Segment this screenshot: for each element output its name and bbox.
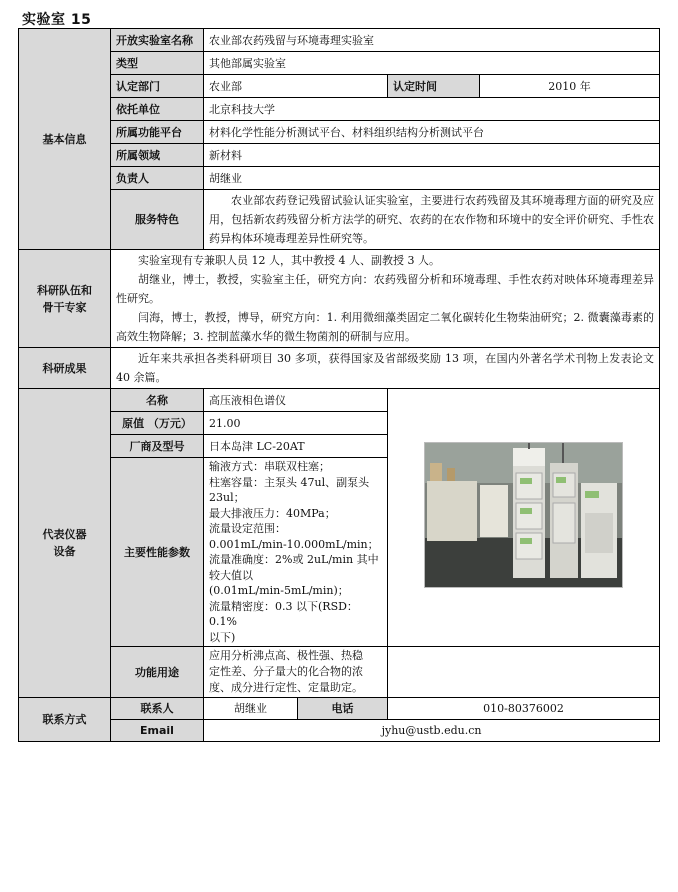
instrument-maker-label: 厂商及型号 <box>111 435 204 458</box>
contact-phone-value: 010-80376002 <box>388 698 660 720</box>
platform-value: 材料化学性能分析测试平台、材料组织结构分析测试平台 <box>204 121 660 144</box>
dept-value: 农业部 <box>204 75 388 98</box>
team-paragraph-3: 闫海，博士，教授，博导，研究方向：1. 利用微细藻类固定二氧化碳转化生物柴油研究；2. 微囊藻毒素的高效生物降解；3. 控制蓝藻水华的微生物菌剂的研制与应用。 <box>116 311 655 343</box>
use-line: 定性差、分子量大的化合物的浓 <box>209 665 363 678</box>
field-value: 新材料 <box>204 144 660 167</box>
team-label-line2: 骨干专家 <box>42 300 87 314</box>
team-label-line1: 科研队伍和 <box>37 283 92 297</box>
page-title: 实验室 15 <box>22 12 92 28</box>
head-label: 负责人 <box>111 167 204 190</box>
field-label: 所属领域 <box>111 144 204 167</box>
lab-name-value: 农业部农药残留与环境毒理实验室 <box>204 29 660 52</box>
contact-email-value: jyhu@ustb.edu.cn <box>204 720 660 742</box>
instrument-label <box>19 389 111 698</box>
unit-value: 北京科技大学 <box>204 98 660 121</box>
service-text: 农业部农药登记残留试验认证实验室，主要进行农药残留及其环境毒理方面的研究及应用，包括新农药残留分析方法学的研究、农药的在农作物和环境中的安全评价研究、手性农药异构体环境毒理差异性研究等。 <box>209 194 655 245</box>
instrument-maker-value: 日本岛津 LC-20AT <box>204 435 388 458</box>
use-line: 应用分析沸点高、极性强、热稳 <box>209 649 363 662</box>
perf-line: 柱塞容量：主泵头 47ul、副泵头 <box>209 475 370 489</box>
perf-line: 23ul； <box>209 491 245 504</box>
instrument-use-value <box>204 647 388 698</box>
hplc-instrument-photo <box>424 442 623 588</box>
perf-line: 较大值以 <box>209 568 253 582</box>
instrument-perf-value <box>204 458 388 647</box>
instrument-perf-label: 主要性能参数 <box>111 458 204 647</box>
perf-line: 0.001mL/min-10.000mL/min； <box>209 537 379 551</box>
contact-label: 联系方式 <box>19 698 111 742</box>
achievements-label: 科研成果 <box>19 348 111 389</box>
instrument-price-value: 21.00 <box>204 412 388 435</box>
lab-name-label: 开放实验室名称 <box>111 29 204 52</box>
type-value: 其他部属实验室 <box>204 52 660 75</box>
perf-line: 流量精密度：0.3 以下(RSD：0.1% <box>209 599 358 628</box>
use-line: 度、成分进行定性、定量助定。 <box>209 681 363 694</box>
unit-label: 依托单位 <box>111 98 204 121</box>
lab-info-table <box>18 28 660 742</box>
team-paragraph-1: 实验室现有专兼职人员 12 人，其中教授 4 人、副教授 3 人。 <box>138 254 440 267</box>
instrument-photo-cell <box>388 389 660 647</box>
perf-line: 最大排液压力：40MPa； <box>209 506 336 520</box>
time-value: 2010 年 <box>480 75 660 98</box>
perf-line: 输液方式：串联双柱塞； <box>209 460 330 473</box>
type-label: 类型 <box>111 52 204 75</box>
perf-line: 流量设定范围： <box>209 522 286 535</box>
contact-person-label: 联系人 <box>111 698 204 720</box>
team-label <box>19 250 111 348</box>
perf-line: 以下) <box>209 630 236 644</box>
head-value: 胡继业 <box>204 167 660 190</box>
basic-info-label: 基本信息 <box>19 29 111 250</box>
contact-person-value: 胡继业 <box>204 698 298 720</box>
instrument-name-label: 名称 <box>111 389 204 412</box>
instrument-name-value: 高压液相色谱仪 <box>204 389 388 412</box>
perf-line: 流量准确度：2%或 2uL/min 其中 <box>209 553 379 566</box>
perf-line: (0.01mL/min-5mL/min)； <box>209 584 349 597</box>
instrument-label-line1: 代表仪器 <box>42 528 87 541</box>
instrument-label-line2: 设备 <box>53 545 76 558</box>
hplc-instrument-image <box>425 443 622 587</box>
service-label: 服务特色 <box>111 190 204 250</box>
achievements-text: 近年来共承担各类科研项目 30 多项，获得国家及省部级奖励 13 项，在国内外著名学术刊物上发表论文 40 余篇。 <box>116 352 655 384</box>
contact-phone-label: 电话 <box>298 698 388 720</box>
time-label: 认定时间 <box>388 75 480 98</box>
platform-label: 所属功能平台 <box>111 121 204 144</box>
dept-label: 认定部门 <box>111 75 204 98</box>
instrument-use-label: 功能用途 <box>111 647 204 698</box>
contact-email-label: Email <box>111 720 204 742</box>
instrument-price-label: 原值 （万元） <box>111 412 204 435</box>
instrument-use-spacer <box>388 647 660 698</box>
team-paragraph-2: 胡继业，博士，教授，实验室主任，研究方向：农药残留分析和环境毒理、手性农药对映体环境毒理差异性研究。 <box>116 273 655 305</box>
